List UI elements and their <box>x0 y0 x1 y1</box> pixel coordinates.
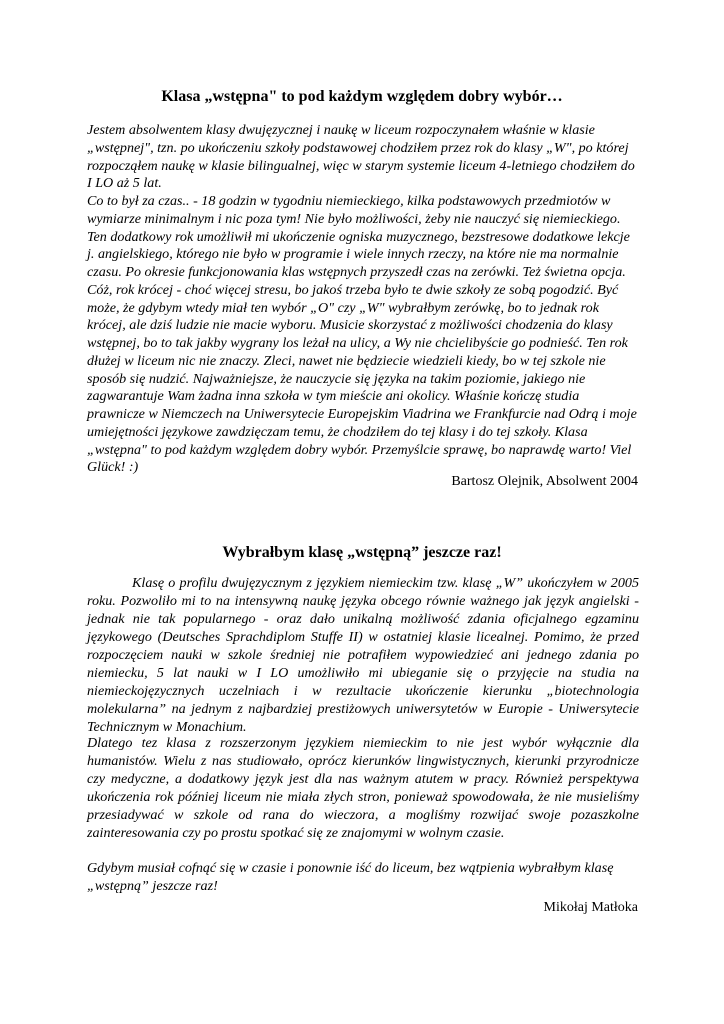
section2-paragraph-2: Dlatego tez klasa z rozszerzonym językiem niemieckim to nie jest wybór wyłącznie dla humanistów. Wielu z nas studiowało, oprócz kierunków lingwistycznych, kierunki przyrodnicze czy medyczne, a dodatkowy język jest dla nas ważnym atutem w pracy. Również perspektywa ukończenia rok później liceum nie miała złych stron, ponieważ spowodowała, że nie musieliśmy przesiadywać w szkole od rana do wieczora, a mogliśmy rozwijać swoje pozaszkolne zainteresowania czy po prostu spotkać się ze znajomymi w wolnym czasie. <box>87 735 639 841</box>
section1-signature: Bartosz Olejnik, Absolwent 2004 <box>451 474 638 489</box>
section2-signature: Mikołaj Matłoka <box>543 900 638 915</box>
section2-paragraph-1: Klasę o profilu dwujęzycznym z językiem niemieckim tzw. klasę „W” ukończyłem w 2005 roku. Pozwoliło mi to na intensywną naukę języka obcego równie ważnego jak język angielski - jednak nie tak popularnego - oraz dało unikalną możliwość zdania oficjalnego egzaminu językowego (Deutsches Sprachdiplom Stuffe II) w ostatniej klasie licealnej. Pomimo, że przed rozpoczęciem nauki w szkole średniej nie potrafiłem wypowiedzieć ani jednego zdania po niemiecku, 5 lat nauki w I LO umożliwiło mi ubieganie się o przyjęcie na studia na niemieckojęzycznych uczelniach i w rezultacie ukończenie kierunku „biotechnologia molekularna” na jednym z najbardziej prestiżowych uniwersytetów w Europie - Uniwersytecie Technicznym w Monachium. <box>87 575 639 735</box>
section2-paragraph-3: Gdybym musiał cofnąć się w czasie i ponownie iść do liceum, bez wątpienia wybrałbym klasę „wstępną” jeszcze raz! <box>87 860 614 894</box>
section1-body: Jestem absolwentem klasy dwujęzycznej i naukę w liceum rozpoczynałem właśnie w klasie „wstępnej", tzn. po ukończeniu szkoły podstawowej chodziłem przez rok do klasy „W", po której rozpocząłem naukę w klasie bilingualnej, więc w starym systemie liceum 4-letniego chodziłem do I LO aż 5 lat. Co to był za czas.. - 18 godzin w tygodniu niemieckiego, kilka podstawowych przedmiotów w wymiarze minimalnym i nic poza tym! Nie było możliwości, żeby nie nauczyć się niemieckiego. Ten dodatkowy rok umożliwił mi ukończenie ogniska muzycznego, bezstresowe dodatkowe lekcje j. angielskiego, którego nie było w programie i wiele innych rzeczy, na które nie ma normalnie czasu. Po okresie funkcjonowania klas wstępnych przyszedł czas na zerówki. Też świetna opcja. Cóż, rok krócej - choć więcej stresu, bo jakoś trzeba było te dwie szkoły ze sobą pogodzić. Być może, że gdybym wtedy miał ten wybór „O" czy „W" wybrałbym zerówkę, bo to jednak rok krócej, ale dziś ludzie nie macie wyboru. Musicie skorzystać z możliwości chodzenia do klasy wstępnej, bo to tak jakby wygrany los leżał na ulicy, a Wy nie chcielibyście go podnieść. Ten rok dłużej w liceum nic nie znaczy. Zleci, nawet nie będziecie wiedzieli kiedy, bo w tej szkole nie sposób się nudzić. Najważniejsze, że nauczycie się języka na takim poziomie, jakiego nie zagwarantuje Wam żadna inna szkoła w tym mieście ani okolicy. Właśnie kończę studia prawnicze w Niemczech na Uniwersytecie Europejskim Viadrina we Frankfurcie nad Odrą i moje umiejętności językowe zawdzięczam temu, że chodziłem do tej klasy i do tej szkoły. Klasa „wstępna" to pod każdym względem dobry wybór. Przemyślcie sprawę, bo naprawdę warto! Viel Glück! :) <box>87 122 637 476</box>
section2-title: Wybrałbym klasę „wstępną” jeszcze raz! <box>222 544 502 561</box>
section1-title: Klasa „wstępna" to pod każdym względem dobry wybór… <box>161 88 563 105</box>
